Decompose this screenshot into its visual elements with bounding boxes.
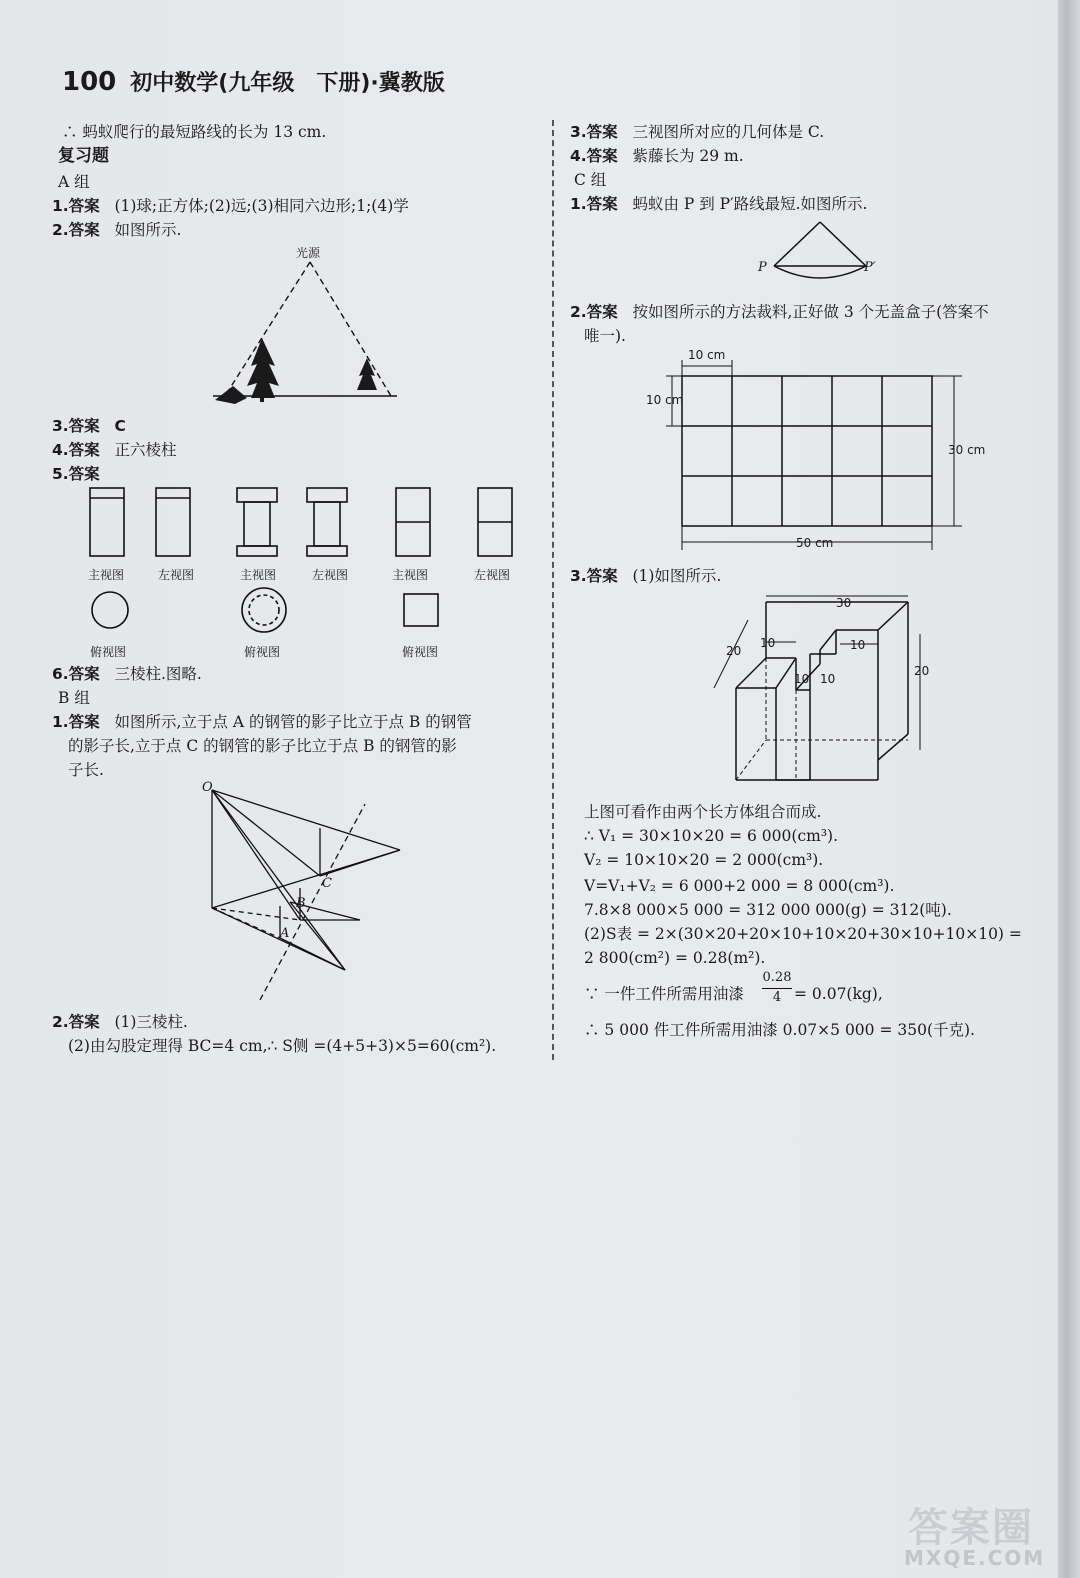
solution-line: V=V₁+V₂ = 6 000+2 000 = 8 000(cm³). (584, 877, 895, 895)
answer-text: (2)由勾股定理得 BC=4 cm,∴ S侧 =(4+5+3)×5=60(cm²). (68, 1037, 497, 1055)
solution-line: ∴ 5 000 件工件所需用油漆 0.07×5 000 = 350(千克). (584, 1021, 975, 1039)
fraction-denominator: 4 (772, 990, 782, 1005)
watermark-logo: 答案圈 (908, 1505, 1034, 1551)
answer-label: 4.答案 (52, 441, 100, 459)
answer-text: 三视图所对应的几何体是 C. (632, 123, 825, 141)
answer-text: 子长. (68, 761, 104, 779)
view-label: 俯视图 (244, 645, 281, 659)
dimension-label: 20 (914, 664, 930, 678)
section-title: 复习题 (58, 146, 109, 166)
answer-text: 三棱柱.图略. (114, 665, 202, 683)
answer-text: (1)如图所示. (632, 567, 722, 585)
dimension-label: 10 (760, 636, 776, 650)
solution-line: ∴ V₁ = 30×10×20 = 6 000(cm³). (584, 827, 839, 845)
dimension-label: 10 cm (646, 393, 684, 407)
point-label-p-prime: P′ (864, 260, 876, 275)
view-label: 左视图 (158, 568, 195, 582)
dimension-label: 10 (820, 672, 836, 686)
fraction-bar (762, 988, 792, 989)
three-views-diagram (80, 484, 530, 634)
answer-label: 4.答案 (570, 147, 618, 165)
page-number: 100 (62, 67, 117, 97)
light-source-diagram (205, 258, 405, 416)
solution-line: ∵ 一件工件所需用油漆 (584, 985, 744, 1003)
dimension-label: 30 (836, 596, 852, 610)
watermark-url: MXQE.COM (904, 1546, 1046, 1570)
page-edge (1058, 0, 1080, 1578)
page-header (62, 66, 445, 97)
cone-net-diagram (770, 220, 870, 280)
answer-label: 3.答案 (570, 567, 618, 585)
group-label: A 组 (58, 173, 90, 191)
answer-text: (1)三棱柱. (114, 1013, 188, 1031)
book-title: 初中数学(九年级 下册)·冀教版 (130, 71, 445, 96)
answer-label: 3.答案 (570, 123, 618, 141)
column-divider (552, 120, 554, 1060)
point-label-o: O (202, 780, 213, 795)
view-label: 主视图 (240, 568, 277, 582)
fraction-numerator: 0.28 (762, 970, 792, 985)
group-label: B 组 (58, 689, 90, 707)
answer-text: 按如图所示的方法裁料,正好做 3 个无盖盒子(答案不 (632, 303, 989, 321)
answer-label: 2.答案 (570, 303, 618, 321)
tree-icon (357, 358, 377, 390)
answer-text: 紫藤长为 29 m. (632, 147, 744, 165)
solution-line: 上图可看作由两个长方体组合而成. (584, 803, 822, 821)
view-label: 俯视图 (402, 645, 439, 659)
point-label-a: A (280, 926, 290, 941)
answer-text: 蚂蚁由 P 到 P′路线最短.如图所示. (632, 195, 868, 213)
view-label: 左视图 (474, 568, 511, 582)
point-label-c: C (322, 876, 332, 891)
answer-text: (1)球;正方体;(2)远;(3)相同六边形;1;(4)学 (114, 197, 409, 215)
solution-line: (2)S表 = 2×(30×20+20×10+10×20+30×10+10×10) = (584, 925, 1022, 943)
answer-label: 2.答案 (52, 221, 100, 239)
point-label-b: B (296, 896, 306, 911)
tree-icon (247, 338, 279, 402)
view-label: 主视图 (88, 568, 125, 582)
dimension-label: 10 cm (688, 348, 726, 362)
dimension-label: 10 (794, 672, 810, 686)
text-line: ∴ 蚂蚁爬行的最短路线的长为 13 cm. (62, 123, 327, 141)
dimension-label: 20 (726, 644, 742, 658)
answer-text: 正六棱柱 (114, 441, 177, 459)
view-label: 俯视图 (90, 645, 127, 659)
dimension-label: 50 cm (796, 536, 834, 550)
answer-text: 如图所示. (114, 221, 182, 239)
dimension-label: 10 (850, 638, 866, 652)
point-label-p: P (758, 260, 767, 275)
tree-icon (215, 386, 247, 404)
answer-label: 1.答案 (52, 713, 100, 731)
grid-cut-diagram (652, 354, 982, 564)
view-label: 主视图 (392, 568, 429, 582)
solution-line: 2 800(cm²) = 0.28(m²). (584, 949, 766, 967)
answer-label: 6.答案 (52, 665, 100, 683)
answer-text: 如图所示,立于点 A 的钢管的影子比立于点 B 的钢管 (114, 713, 472, 731)
answer-label: 1.答案 (570, 195, 618, 213)
box-solid-diagram (700, 590, 950, 790)
answer-label: 3.答案 (52, 417, 100, 435)
answer-text: 唯一). (584, 327, 626, 345)
solution-line: 7.8×8 000×5 000 = 312 000 000(g) = 312(吨). (584, 901, 952, 919)
group-label: C 组 (574, 171, 607, 189)
answer-text: 的影子长,立于点 C 的钢管的影子比立于点 B 的钢管的影 (68, 737, 457, 755)
answer-label: 2.答案 (52, 1013, 100, 1031)
answer-text: C (114, 417, 126, 435)
answer-label: 1.答案 (52, 197, 100, 215)
answer-label: 5.答案 (52, 465, 100, 483)
light-source-label: 光源 (296, 246, 321, 260)
solution-line: = 0.07(kg), (794, 985, 883, 1003)
solution-line: V₂ = 10×10×20 = 2 000(cm³). (584, 851, 824, 869)
view-label: 左视图 (312, 568, 349, 582)
dimension-label: 30 cm (948, 443, 986, 457)
